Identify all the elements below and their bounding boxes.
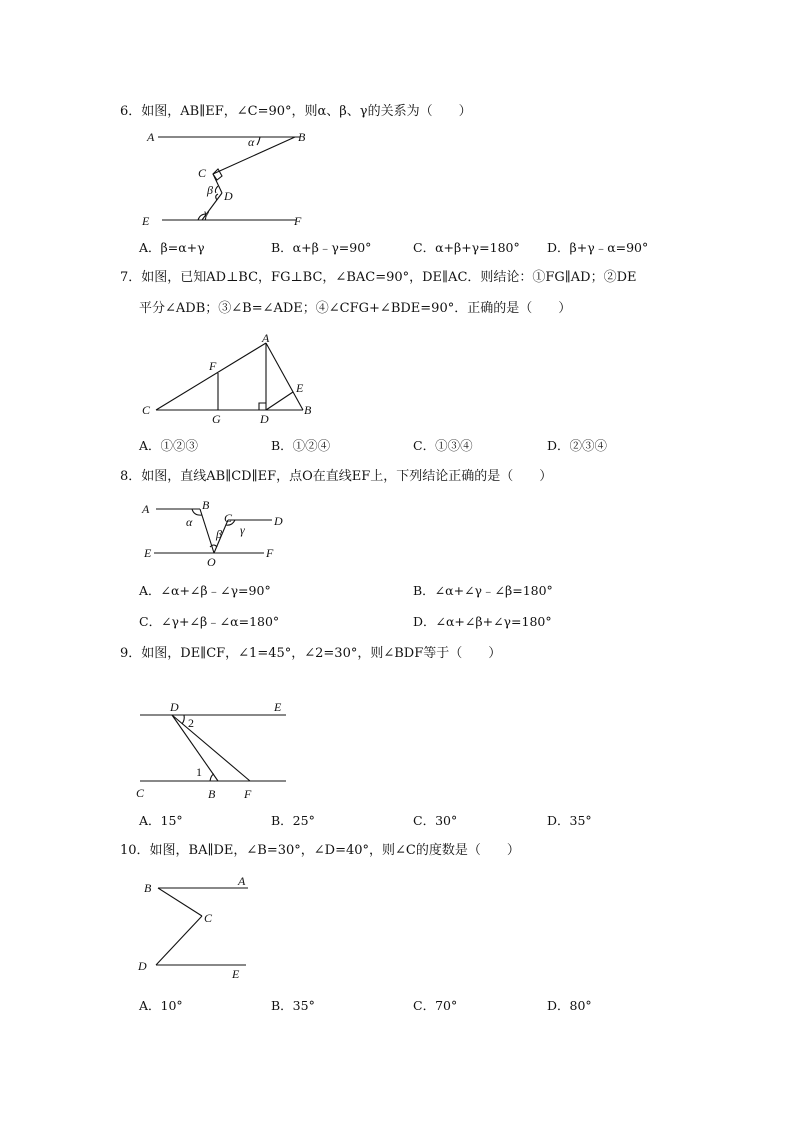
q8-option-b: B．∠α+∠γ﹣∠β=180° (413, 583, 553, 598)
label-e: E (144, 546, 152, 560)
angle-beta-arc (215, 186, 218, 193)
segment-b-o (200, 509, 214, 553)
label-b: B (298, 130, 306, 144)
q10-option-d: D．80° (547, 998, 592, 1013)
label-d: D (260, 412, 269, 426)
question-10-figure (134, 872, 254, 982)
label-e: E (296, 381, 304, 395)
label-c: C (142, 403, 151, 417)
label-angle-1: 1 (196, 765, 202, 779)
label-beta: β (207, 183, 213, 197)
question-8-stem: 8．如图，直线AB∥CD∥EF，点O在直线EF上，下列结论正确的是（ ） (120, 469, 553, 484)
label-c: C (198, 166, 207, 180)
q7-option-a: A．①②③ (139, 438, 199, 453)
label-d: D (274, 514, 283, 528)
label-alpha: α (186, 515, 193, 529)
label-c: C (224, 511, 233, 525)
label-a: A (142, 502, 150, 516)
question-7-stem-line2: 平分∠ADB；③∠B=∠ADE；④∠CFG+∠BDE=90°．正确的是（ ） (139, 301, 572, 316)
q6-option-b: B．α+β﹣γ=90° (271, 240, 372, 255)
label-b: B (208, 787, 216, 801)
label-gamma: γ (240, 523, 245, 537)
label-f: F (244, 787, 252, 801)
label-a: A (262, 331, 270, 345)
label-d: D (170, 700, 179, 714)
q10-option-b: B．35° (271, 998, 315, 1013)
q8-option-a: A．∠α+∠β﹣∠γ=90° (139, 583, 271, 598)
label-f: F (209, 359, 217, 373)
label-d: D (138, 959, 147, 973)
label-o: O (207, 555, 216, 569)
q8-option-c: C．∠γ+∠β﹣∠α=180° (139, 614, 280, 629)
label-c: C (136, 786, 145, 800)
label-gamma: γ (204, 206, 209, 220)
label-d: D (224, 189, 233, 203)
label-b: B (144, 881, 152, 895)
question-6-stem: 6．如图，AB∥EF，∠C=90°，则α、β、γ的关系为（ ） (120, 104, 472, 119)
label-angle-2: 2 (188, 716, 194, 730)
q9-option-c: C．30° (413, 813, 458, 828)
q7-option-c: C．①③④ (413, 438, 473, 453)
label-a: A (147, 130, 155, 144)
q9-option-d: D．35° (547, 813, 592, 828)
label-e: E (142, 214, 150, 228)
label-b: B (304, 403, 312, 417)
q10-option-c: C．70° (413, 998, 458, 1013)
angle-alpha-arc (257, 137, 260, 145)
q7-option-b: B．①②④ (271, 438, 331, 453)
label-e: E (232, 967, 240, 981)
label-a: A (238, 874, 246, 888)
q9-option-b: B．25° (271, 813, 315, 828)
segment-ab (266, 343, 303, 410)
question-6-figure (140, 128, 320, 232)
question-9-stem: 9．如图，DE∥CF，∠1=45°，∠2=30°，则∠BDF等于（ ） (120, 646, 502, 661)
label-c: C (204, 911, 213, 925)
q6-option-c: C．α+β+γ=180° (413, 240, 520, 255)
right-angle-mark-d (259, 403, 266, 410)
question-10-stem: 10．如图，BA∥DE，∠B=30°，∠D=40°，则∠C的度数是（ ） (120, 843, 520, 858)
question-7-figure (138, 330, 323, 430)
q6-option-a: A．β=α+γ (139, 240, 205, 255)
q10-option-a: A．10° (139, 998, 183, 1013)
segment-ca (156, 343, 266, 410)
question-9-figure (134, 697, 294, 805)
question-7-stem-line1: 7．如图，已知AD⊥BC，FG⊥BC，∠BAC=90°，DE∥AC．则结论：①FG∥AD；②DE (120, 270, 637, 285)
label-beta: β (216, 527, 222, 541)
segment-c-d (156, 916, 202, 965)
segment-de (266, 392, 293, 410)
q8-option-d: D．∠α+∠β+∠γ=180° (413, 614, 552, 629)
q7-option-d: D．②③④ (547, 438, 608, 453)
label-f: F (266, 546, 274, 560)
label-f: F (294, 214, 302, 228)
label-e: E (274, 700, 282, 714)
q6-option-d: D．β+γ﹣α=90° (547, 240, 649, 255)
label-b: B (202, 498, 210, 512)
question-8-figure (140, 497, 290, 569)
label-g: G (212, 412, 221, 426)
q9-option-a: A．15° (139, 813, 183, 828)
label-alpha: α (248, 135, 255, 149)
segment-b-c (158, 888, 202, 916)
angle-2-arc (182, 715, 184, 724)
